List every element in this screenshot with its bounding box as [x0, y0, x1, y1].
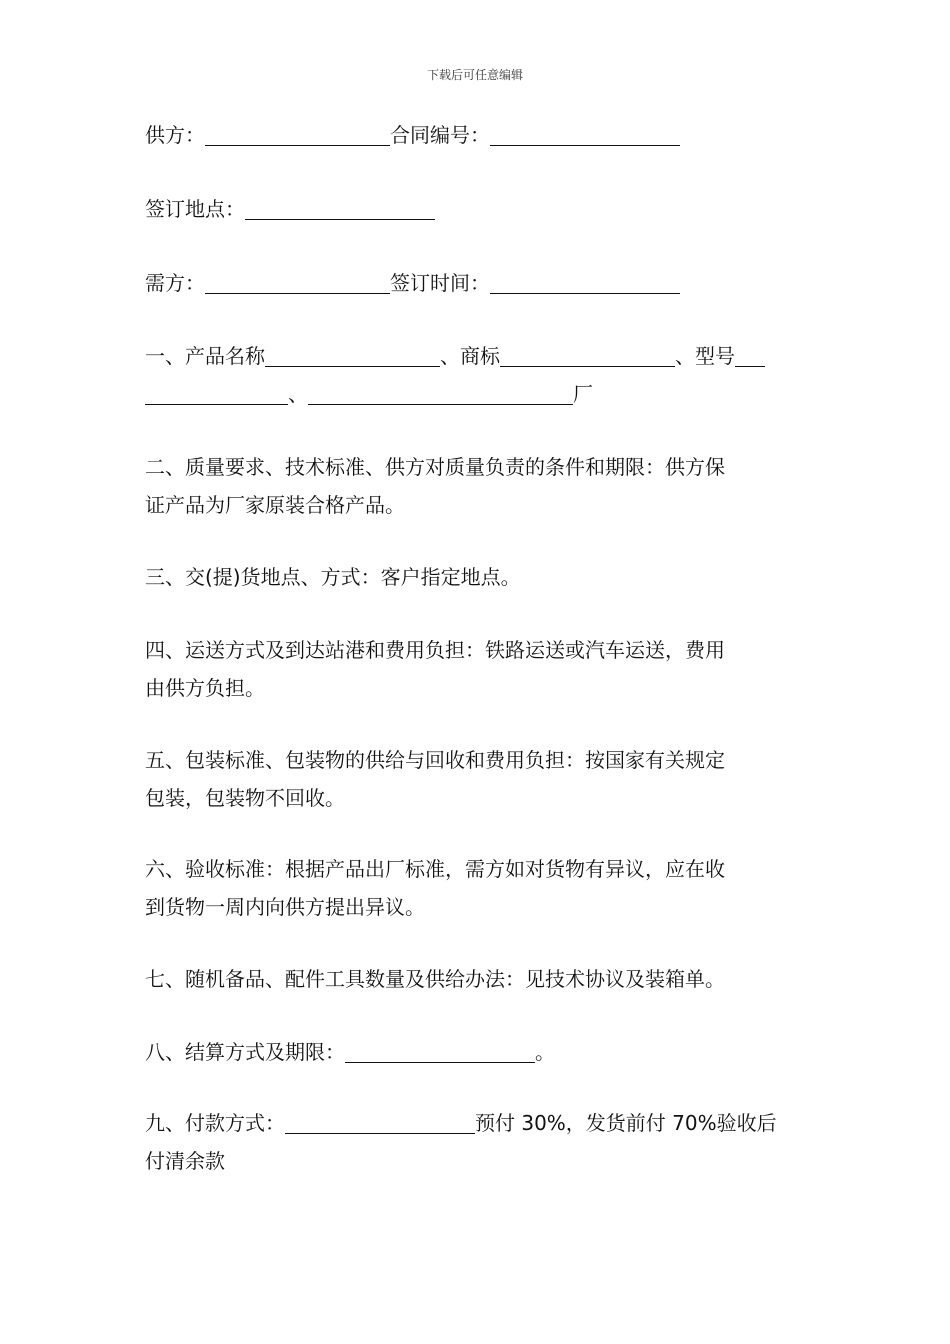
clause-8-settlement [145, 1033, 810, 1071]
clause-9-line-1 [145, 1104, 810, 1142]
clause-9-payment [145, 1104, 810, 1180]
model-blank[interactable] [145, 380, 288, 405]
product-name-label: 一、产品名称 [145, 344, 265, 368]
clause-1-line-1 [145, 337, 810, 375]
buyer-label: 需方： [145, 271, 205, 295]
page-header: 下载后可任意编辑 [426, 68, 523, 82]
clause-2-line-1: 二、质量要求、技术标准、供方对质量负责的条件和期限：供方保 [145, 455, 725, 479]
sign-time-label: 签订时间： [390, 271, 490, 295]
clause-4-transport [145, 631, 810, 707]
clause-2-line-2: 证产品为厂家原装合格产品。 [145, 493, 405, 517]
contract-number-label: 合同编号： [390, 123, 490, 147]
settlement-suffix: 。 [535, 1040, 555, 1064]
clause-4-line-2: 由供方负担。 [145, 676, 265, 700]
sign-place-row [145, 190, 810, 228]
clause-6-line-1: 六、验收标准：根据产品出厂标准，需方如对货物有异议，应在收 [145, 857, 725, 881]
manufacturer-blank[interactable] [308, 380, 573, 405]
clause-1-product [145, 337, 810, 413]
model-label: 、型号 [675, 344, 735, 368]
settlement-label: 八、结算方式及期限： [145, 1040, 345, 1064]
supplier-contract-row [145, 116, 810, 154]
supplier-blank[interactable] [205, 121, 390, 146]
payment-label: 九、付款方式： [145, 1111, 285, 1135]
clause-6-line-2: 到货物一周内向供方提出异议。 [145, 895, 425, 919]
clause-3-delivery [145, 558, 810, 596]
payment-terms: 预付 30%，发货前付 70%验收后 [475, 1111, 777, 1135]
clause-8-line-1 [145, 1033, 810, 1071]
clause-1-line-2 [145, 375, 810, 413]
trademark-blank[interactable] [500, 342, 675, 367]
sign-place-blank[interactable] [245, 195, 435, 220]
clause-9-line-2: 付清余款 [145, 1149, 225, 1173]
model-blank-start[interactable] [735, 342, 765, 367]
sign-place-label: 签订地点： [145, 197, 245, 221]
clause-2-quality [145, 448, 810, 524]
clause-7-spares [145, 960, 810, 998]
clause-3-line-1: 三、交(提)货地点、方式：客户指定地点。 [145, 565, 521, 589]
clause-7-line-1: 七、随机备品、配件工具数量及供给办法：见技术协议及装箱单。 [145, 967, 725, 991]
clause-5-packaging [145, 741, 810, 817]
separator: 、 [288, 382, 308, 406]
factory-label: 厂 [573, 382, 593, 406]
buyer-time-row [145, 264, 810, 302]
clause-5-line-2: 包装，包装物不回收。 [145, 786, 345, 810]
clause-5-line-1: 五、包装标准、包装物的供给与回收和费用负担：按国家有关规定 [145, 748, 725, 772]
settlement-blank[interactable] [345, 1038, 535, 1063]
clause-6-acceptance [145, 850, 810, 926]
sign-time-blank[interactable] [490, 269, 680, 294]
product-name-blank[interactable] [265, 342, 440, 367]
payment-blank[interactable] [285, 1109, 475, 1134]
buyer-blank[interactable] [205, 269, 390, 294]
contract-number-blank[interactable] [490, 121, 680, 146]
clause-4-line-1: 四、运送方式及到达站港和费用负担：铁路运送或汽车运送，费用 [145, 638, 725, 662]
supplier-label: 供方： [145, 123, 205, 147]
trademark-label: 、商标 [440, 344, 500, 368]
